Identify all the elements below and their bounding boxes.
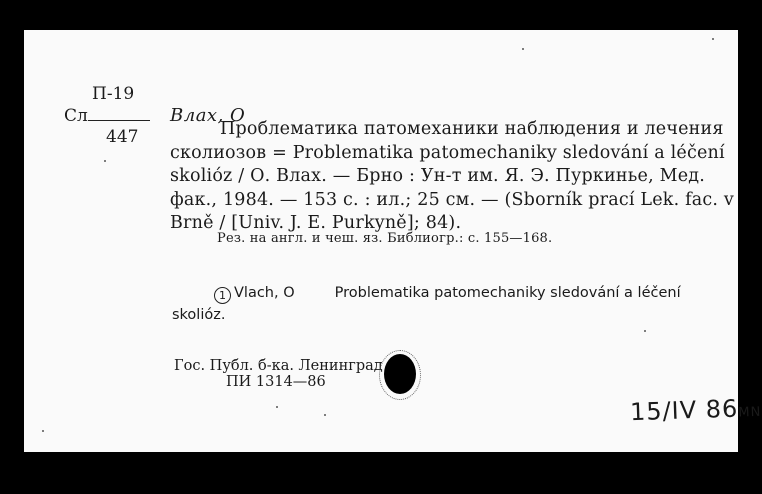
handwritten-date-main: 15/IV 86 bbox=[629, 394, 739, 427]
shelfmark-bottom: 447 bbox=[106, 127, 139, 147]
circled-number-mark: 1 bbox=[214, 287, 231, 304]
notes: Рез. на англ. и чеш. яз. Библиогр.: с. 155—168. bbox=[217, 231, 553, 246]
shelfmark-top: П-19 bbox=[92, 84, 135, 104]
speck bbox=[712, 38, 714, 40]
manuscript-title: Problematika patomechaniky sledování a léčení skolióz. bbox=[172, 285, 681, 323]
shelfmark-divider bbox=[88, 120, 150, 121]
speck bbox=[644, 330, 646, 332]
handwritten-date bbox=[630, 394, 762, 427]
stamp-code: ПИ 1314—86 bbox=[226, 374, 326, 390]
manuscript-entry bbox=[172, 282, 734, 326]
description-text: Проблематика патомеханики наблюдения и лечения сколиозов = Problematika patomechaniky sledování a léčení skolióz / О. Влах. — Брно : Ун-т им. Я. Э. Пуркинье, Мед. фак., 1984. — 153 с. : ил.; 25 см. — (Sborník prací Lek. fac. v Brně / [Univ. J. E. Purkyně]; 84). bbox=[170, 119, 735, 233]
speck bbox=[42, 430, 44, 432]
speck bbox=[324, 414, 326, 416]
library-stamp: Гос. Публ. б-ка. Ленинград bbox=[174, 358, 383, 374]
ink-blot bbox=[384, 354, 416, 394]
bibliographic-description bbox=[170, 118, 736, 236]
speck bbox=[276, 406, 278, 408]
handwritten-initials: MN bbox=[738, 404, 762, 421]
catalog-card bbox=[24, 30, 762, 452]
shelfmark-prefix: Сл bbox=[64, 106, 88, 126]
speck bbox=[522, 48, 524, 50]
speck bbox=[104, 160, 106, 162]
author-heading: Влах, О bbox=[170, 105, 246, 126]
manuscript-author: Vlach, O bbox=[234, 285, 295, 301]
